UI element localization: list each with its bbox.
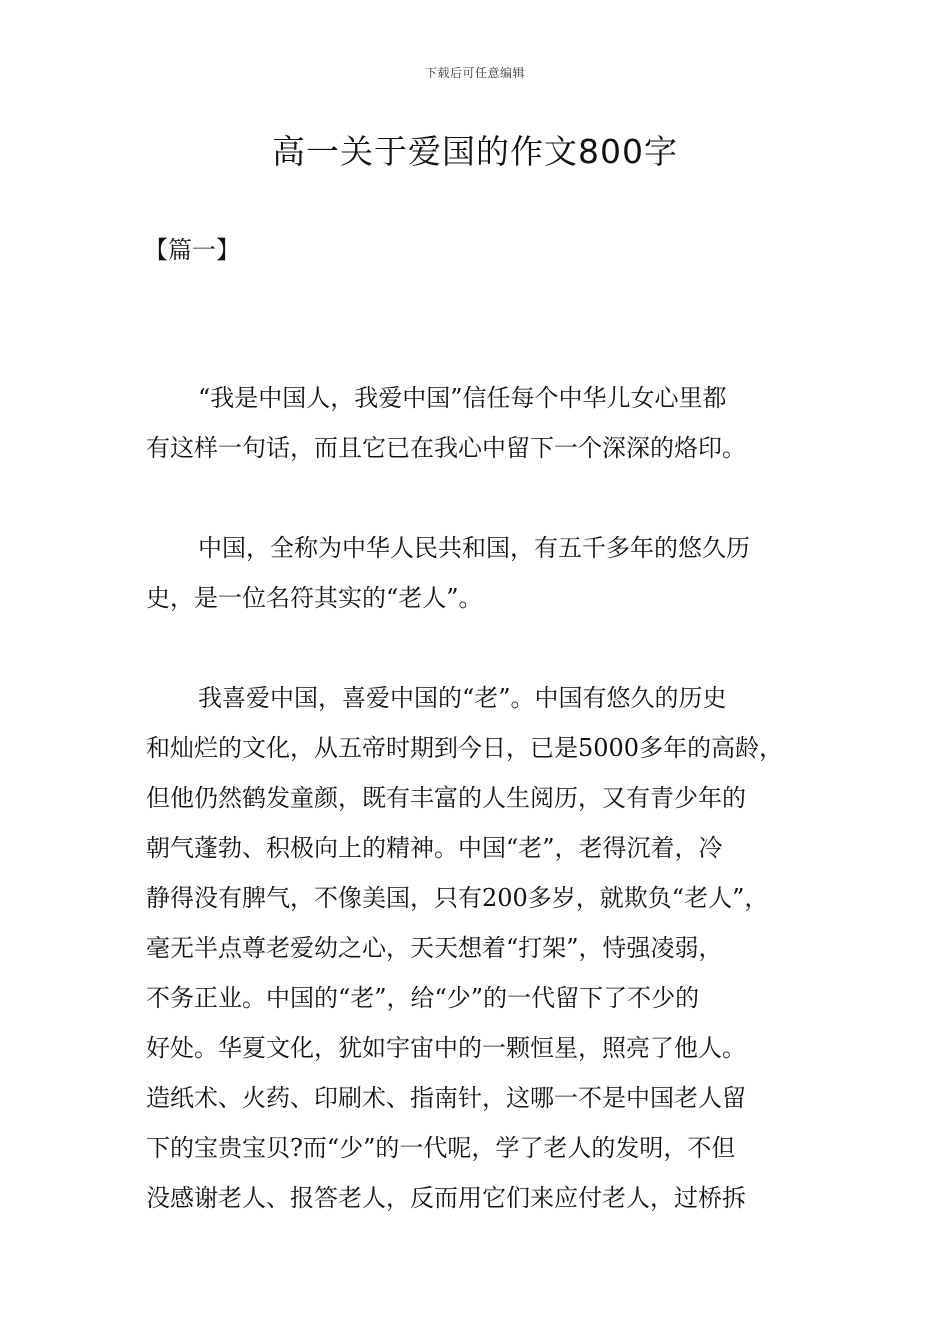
text-line: 中国，全称为中华人民共和国，有五千多年的悠久历 [198, 534, 750, 562]
text-line: 有这样一句话，而且它已在我心中留下一个深深的烙印。 [146, 434, 746, 462]
text-line: 没感谢老人、报答老人，反而用它们来应付老人，过桥拆 [146, 1184, 746, 1212]
paragraph [146, 373, 836, 473]
text-line: 我喜爱中国，喜爱中国的“老”。中国有悠久的历史 [198, 684, 727, 712]
paragraph [146, 523, 836, 623]
essay-body [146, 373, 836, 1273]
text-line: 和灿烂的文化，从五帝时期到今日，已是5000多年的高龄， [146, 734, 784, 762]
paragraph [146, 673, 836, 1223]
text-line: 造纸术、火药、印刷术、指南针，这哪一不是中国老人留 [146, 1084, 746, 1112]
text-line: 好处。华夏文化，犹如宇宙中的一颗恒星，照亮了他人。 [146, 1034, 746, 1062]
section-label: 【篇一】 [144, 236, 240, 264]
text-line: 毫无半点尊老爱幼之心，天天想着“打架”，恃强凌弱， [146, 934, 723, 962]
text-line: 史，是一位名符其实的“老人”。 [146, 584, 483, 612]
text-line: “我是中国人，我爱中国”信任每个中华儿女心里都 [198, 384, 727, 412]
text-line: 不务正业。中国的“老”，给“少”的一代留下了不少的 [146, 984, 700, 1012]
text-line: 朝气蓬勃、积极向上的精神。中国“老”，老得沉着，冷 [146, 834, 723, 862]
text-line: 但他仍然鹤发童颜，既有丰富的人生阅历，又有青少年的 [146, 784, 746, 812]
text-line: 静得没有脾气，不像美国，只有200多岁，就欺负“老人”， [146, 884, 769, 912]
text-line: 下的宝贵宝贝?而“少”的一代呢，学了老人的发明，不但 [146, 1134, 736, 1162]
header-note: 下载后可任意编辑 [424, 66, 525, 80]
document-title: 高一关于爱国的作文800字 [272, 132, 678, 171]
